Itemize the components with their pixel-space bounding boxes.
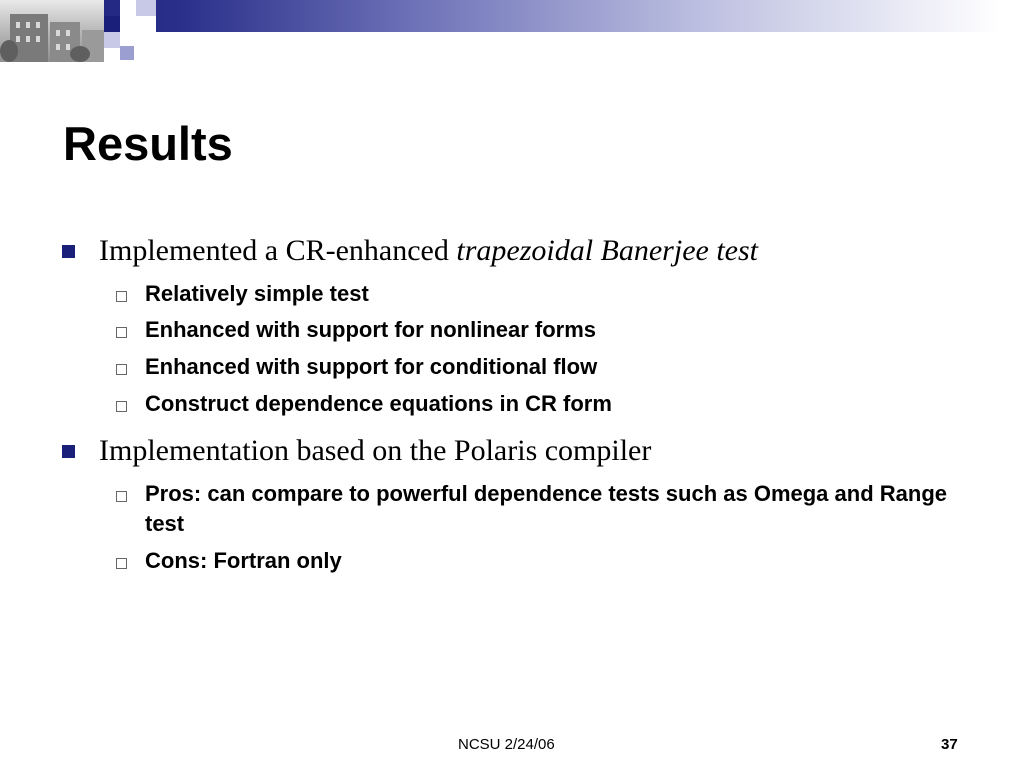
decor-square bbox=[120, 0, 136, 16]
bullet-item bbox=[62, 234, 758, 268]
sub-bullet-text: Construct dependence equations in CR form bbox=[145, 391, 612, 416]
hollow-square-bullet-icon bbox=[116, 491, 127, 502]
bullet-text bbox=[99, 234, 758, 268]
bullet-item bbox=[62, 434, 651, 468]
hollow-square-bullet-icon bbox=[116, 401, 127, 412]
hollow-square-bullet-icon bbox=[116, 327, 127, 338]
hollow-square-bullet-icon bbox=[116, 291, 127, 302]
decor-square bbox=[136, 0, 156, 16]
decor-square bbox=[104, 32, 120, 48]
decor-square bbox=[104, 16, 120, 32]
hollow-square-bullet-icon bbox=[116, 364, 127, 375]
page-number: 37 bbox=[941, 736, 958, 753]
hollow-square-bullet-icon bbox=[116, 558, 127, 569]
campus-building-photo bbox=[0, 0, 104, 62]
square-bullet-icon bbox=[62, 445, 75, 458]
decor-square bbox=[136, 16, 156, 32]
sub-bullet-text: Enhanced with support for conditional flow bbox=[145, 354, 598, 379]
decor-square bbox=[120, 16, 136, 32]
bullet-text: Implementation based on the Polaris compiler bbox=[99, 434, 652, 467]
sub-bullet-text: Cons: Fortran only bbox=[145, 548, 342, 573]
sub-bullet-item bbox=[116, 282, 369, 309]
sub-bullet-item bbox=[116, 318, 596, 345]
sub-bullet-item bbox=[116, 549, 342, 576]
decor-square bbox=[120, 46, 134, 60]
bullet-text-italic: trapezoidal Banerjee test bbox=[456, 234, 758, 267]
footer-text: NCSU 2/24/06 bbox=[458, 736, 555, 753]
sub-bullet-item bbox=[116, 392, 612, 419]
slide-title: Results bbox=[63, 117, 233, 170]
sub-bullet-item bbox=[116, 482, 966, 539]
sub-bullet-text: Enhanced with support for nonlinear forms bbox=[145, 317, 597, 342]
sub-bullet-text: Relatively simple test bbox=[145, 281, 369, 306]
sub-bullet-text: Pros: can compare to powerful dependence tests such as Omega and Range test bbox=[145, 481, 947, 536]
sub-bullet-item bbox=[116, 355, 597, 382]
square-bullet-icon bbox=[62, 245, 75, 258]
bullet-text-plain: Implemented a CR-enhanced bbox=[99, 234, 457, 267]
